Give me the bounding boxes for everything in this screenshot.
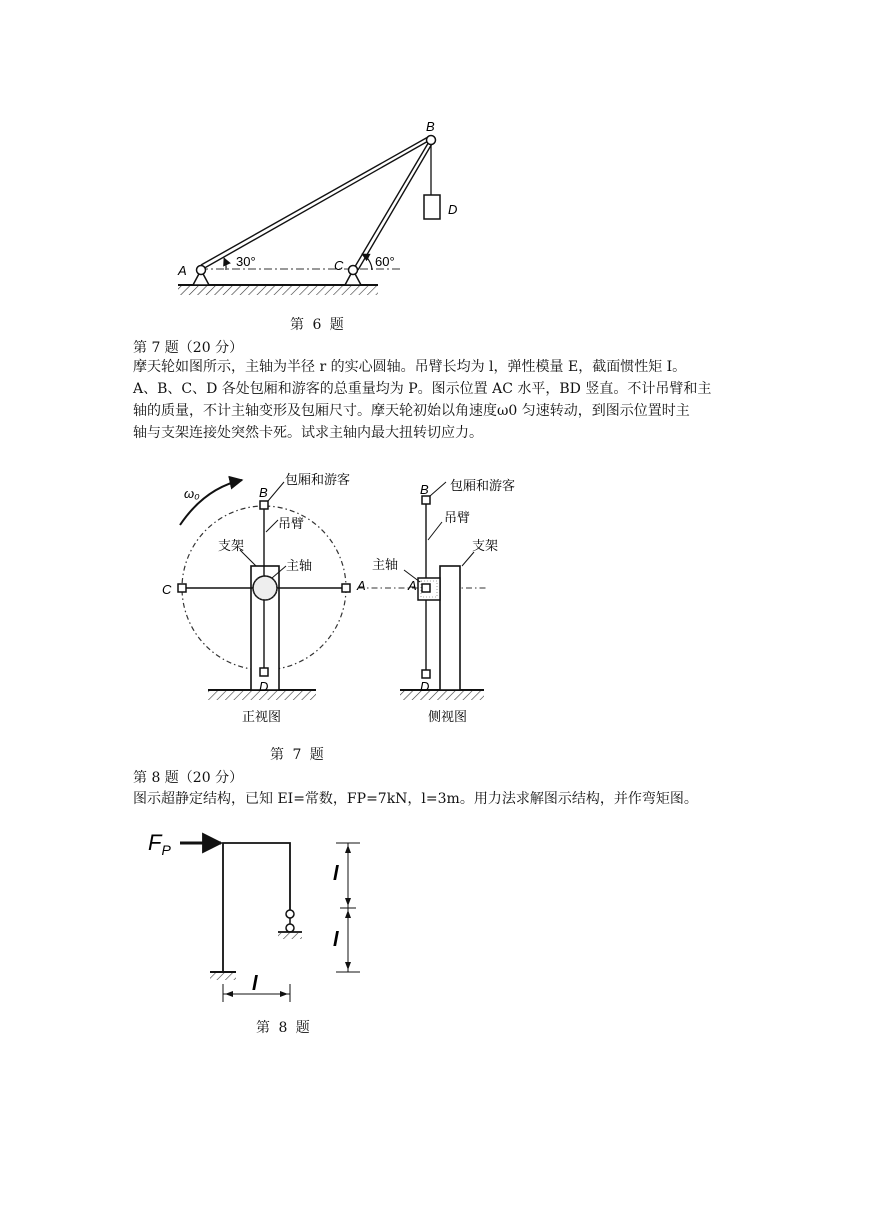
side-label-b: B bbox=[420, 482, 429, 497]
side-frame-column bbox=[440, 566, 460, 690]
front-label-a: A bbox=[357, 578, 366, 593]
front-view-label: 正视图 bbox=[242, 710, 282, 725]
figure-6-caption: 第 6 题 bbox=[290, 317, 346, 333]
dim-label-horizontal: l bbox=[252, 973, 258, 995]
angle-arc-60 bbox=[362, 254, 372, 270]
label-d: D bbox=[448, 202, 458, 217]
side-arm-label: 吊臂 bbox=[444, 511, 471, 526]
question-7-body bbox=[133, 356, 773, 444]
figure-7-side-view bbox=[358, 479, 515, 725]
figure-8-caption: 第 8 题 bbox=[256, 1020, 312, 1036]
side-cabin-b bbox=[422, 496, 430, 504]
side-cabin-d bbox=[422, 670, 430, 678]
frame-members bbox=[223, 843, 290, 972]
figure-8-frame bbox=[148, 830, 360, 1002]
dim-label-upper: l bbox=[333, 863, 339, 885]
ground-hatch bbox=[178, 285, 378, 295]
omega-label: ω₀ bbox=[184, 486, 200, 501]
side-cabin-a bbox=[422, 584, 430, 592]
label-c: C bbox=[334, 258, 344, 273]
question-7-line-3: 轴的质量，不计主轴变形及包厢尺寸。摩天轮初始以角速度ω0 匀速转动，到图示位置时主 bbox=[133, 403, 690, 419]
hinge-top bbox=[286, 910, 294, 918]
side-leader-arm bbox=[428, 522, 442, 540]
angle-30-label: 30° bbox=[236, 254, 256, 269]
bar-cb-2 bbox=[358, 142, 433, 270]
angle-arc-30 bbox=[224, 258, 226, 270]
fixed-support-hatch bbox=[210, 973, 236, 980]
hdim-arrow-left bbox=[225, 991, 233, 997]
front-shaft-label: 主轴 bbox=[286, 559, 313, 574]
hdim-arrow-right bbox=[280, 991, 288, 997]
cabin-d bbox=[260, 668, 268, 676]
dim-arrow-2 bbox=[345, 898, 351, 906]
pin-b bbox=[427, 136, 436, 145]
cabin-b bbox=[260, 501, 268, 509]
question-7-line-2: A、B、C、D 各处包厢和游客的总重量均为 P。图示位置 AC 水平，BD 竖直。不计吊臂和主 bbox=[133, 381, 712, 397]
front-label-c: C bbox=[162, 582, 172, 597]
side-shaft-label: 主轴 bbox=[372, 558, 399, 573]
dim-arrow-3 bbox=[345, 910, 351, 918]
dim-arrow-4 bbox=[345, 962, 351, 970]
angle-60-label: 60° bbox=[375, 254, 395, 269]
side-cabin-label: 包厢和游客 bbox=[450, 479, 516, 494]
pin-support-hatch bbox=[278, 933, 302, 939]
question-7-line-4: 轴与支架连接处突然卡死。试求主轴内最大扭转切应力。 bbox=[133, 425, 483, 441]
leader-cabin bbox=[268, 482, 284, 501]
question-8-body: 图示超静定结构，已知 EI=常数，FP=7kN，l=3m。用力法求解图示结构，并作弯矩图。 bbox=[133, 791, 698, 807]
front-arm-label: 吊臂 bbox=[278, 517, 305, 532]
force-label: $F_P$ bbox=[148, 830, 171, 858]
side-ground-hatch bbox=[400, 690, 484, 700]
front-label-b: B bbox=[259, 485, 268, 500]
side-leader-cabin bbox=[430, 482, 446, 496]
front-label-d: D bbox=[259, 679, 269, 694]
side-label-a: A bbox=[408, 578, 417, 593]
cabin-a bbox=[342, 584, 350, 592]
side-frame-label: 支架 bbox=[472, 539, 499, 554]
label-a: A bbox=[178, 263, 187, 278]
question-7-line-1: 摩天轮如图所示，主轴为半径 r 的实心圆轴。吊臂长均为 l，弹性模量 E，截面惯性矩 I。 bbox=[133, 359, 687, 375]
side-leader-frame bbox=[462, 552, 474, 566]
question-7-heading: 第 7 题（20 分） bbox=[133, 340, 244, 356]
side-label-d: D bbox=[420, 679, 430, 694]
figure-6-crane bbox=[177, 119, 457, 295]
hinge-bottom bbox=[286, 924, 294, 932]
pin-a bbox=[197, 266, 206, 275]
figure-7-caption: 第 7 题 bbox=[270, 747, 326, 763]
figure-7-front-view bbox=[162, 473, 366, 725]
front-cabin-label: 包厢和游客 bbox=[285, 473, 351, 488]
dim-arrow-1 bbox=[345, 845, 351, 853]
front-frame-label: 支架 bbox=[218, 539, 245, 554]
leader-arm bbox=[266, 520, 278, 532]
side-view-label: 侧视图 bbox=[428, 710, 468, 725]
dim-label-lower: l bbox=[333, 929, 339, 951]
question-8-heading: 第 8 题（20 分） bbox=[133, 770, 244, 786]
pin-c bbox=[349, 266, 358, 275]
label-b: B bbox=[426, 119, 435, 134]
bar-cb-1 bbox=[353, 140, 430, 270]
block-d bbox=[424, 195, 440, 219]
cabin-c bbox=[178, 584, 186, 592]
